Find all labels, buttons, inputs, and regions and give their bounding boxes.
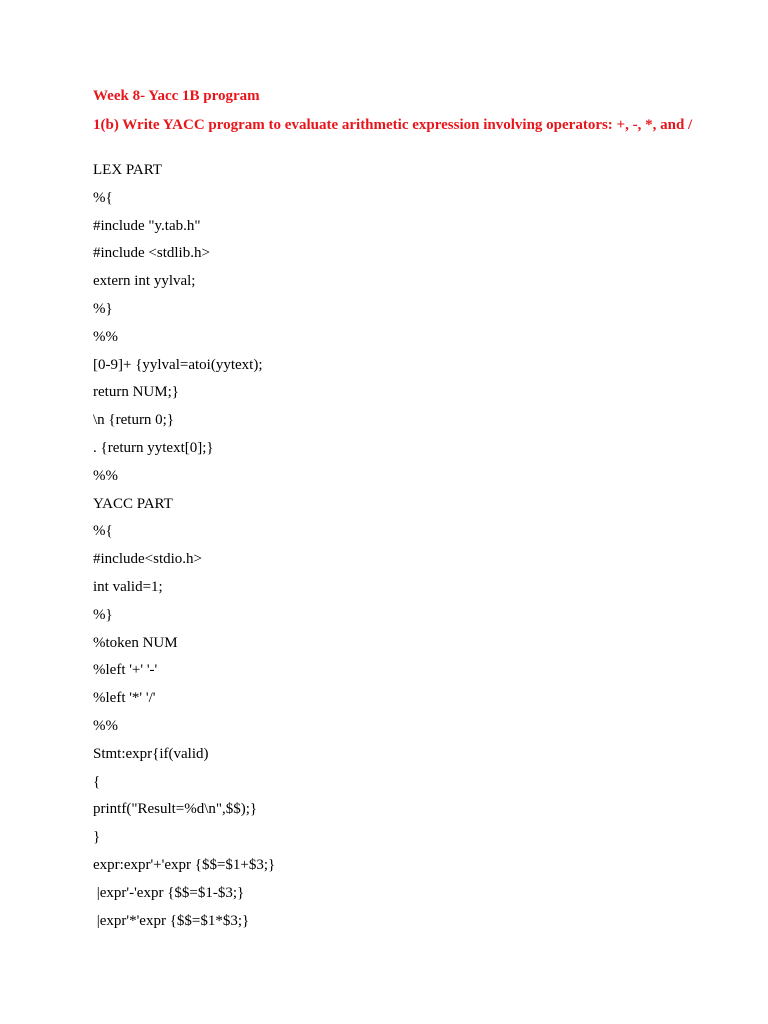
code-line: %} — [93, 606, 113, 623]
code-line: [0-9]+ {yylval=atoi(yytext); — [93, 356, 263, 373]
code-line: return NUM;} — [93, 384, 179, 401]
code-line: . {return yytext[0];} — [93, 439, 214, 456]
code-line: Stmt:expr{if(valid) — [93, 745, 209, 762]
code-line: expr:expr'+'expr {$$=$1+$3;} — [93, 856, 276, 873]
code-line: YACC PART — [93, 495, 173, 512]
code-line: int valid=1; — [93, 578, 163, 595]
code-line: %} — [93, 300, 113, 317]
code-line: %token NUM — [93, 634, 178, 651]
code-line: %{ — [93, 189, 113, 206]
code-line: %% — [93, 467, 118, 484]
code-line: LEX PART — [93, 162, 162, 178]
code-line: %left '*' '/' — [93, 690, 156, 707]
code-line: %{ — [93, 523, 113, 540]
code-line: } — [93, 829, 101, 846]
code-line: \n {return 0;} — [93, 412, 175, 429]
code-line: %% — [93, 328, 118, 345]
document-title: Week 8- Yacc 1B program — [93, 88, 260, 104]
task-heading: 1(b) Write YACC program to evaluate arithmetic expression involving operators: +, -, *, and / — [93, 117, 693, 133]
code-line: extern int yylval; — [93, 273, 196, 290]
code-line: printf("Result=%d\n",$$);} — [93, 801, 258, 818]
code-line: { — [93, 773, 101, 790]
code-line: #include "y.tab.h" — [93, 217, 201, 234]
code-line: #include <stdlib.h> — [93, 245, 210, 262]
code-line: %% — [93, 717, 118, 734]
code-line: #include<stdio.h> — [93, 551, 202, 568]
code-line: |expr'-'expr {$$=$1-$3;} — [93, 884, 245, 901]
code-listing — [93, 157, 275, 935]
code-line: |expr'*'expr {$$=$1*$3;} — [93, 912, 250, 929]
code-line: %left '+' '-' — [93, 662, 158, 679]
